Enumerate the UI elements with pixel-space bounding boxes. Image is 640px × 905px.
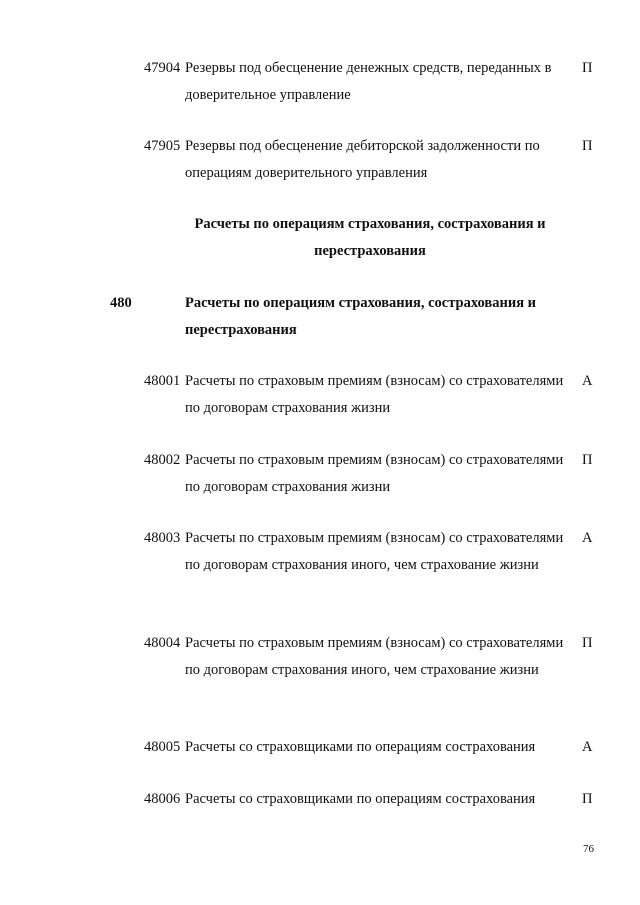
account-code: 48004 bbox=[144, 635, 181, 651]
account-code: 47905 bbox=[144, 138, 181, 154]
account-code: 48002 bbox=[144, 452, 181, 468]
account-code: 48001 bbox=[144, 373, 181, 389]
account-code: 48006 bbox=[144, 791, 181, 807]
account-description: Расчеты со страховщиками по операциям сострахования bbox=[185, 791, 536, 807]
account-description: Резервы под обесценение дебиторской задолженности по операциям доверительного управления bbox=[185, 138, 540, 181]
account-code: 48005 bbox=[144, 739, 181, 755]
account-type: П bbox=[582, 452, 593, 468]
account-type: А bbox=[582, 373, 593, 389]
account-description: Расчеты по страховым премиям (взносам) со страхователями по договорам страхования иного, чем страхование жизни bbox=[185, 530, 564, 573]
account-description: Расчеты по страховым премиям (взносам) со страхователями по договорам страхования иного, чем страхование жизни bbox=[185, 635, 564, 678]
account-type: П bbox=[582, 791, 593, 807]
account-type: П bbox=[582, 635, 593, 651]
account-description: Резервы под обесценение денежных средств, переданных в доверительное управление bbox=[185, 60, 552, 103]
page-number: 76 bbox=[583, 843, 594, 855]
account-type: А bbox=[582, 530, 593, 546]
account-type: П bbox=[582, 60, 593, 76]
group-code: 480 bbox=[110, 295, 132, 311]
account-type: П bbox=[582, 138, 593, 154]
account-type: А bbox=[582, 739, 593, 755]
account-code: 48003 bbox=[144, 530, 181, 546]
account-description: Расчеты по страховым премиям (взносам) со страхователями по договорам страхования жизни bbox=[185, 373, 564, 416]
section-heading: Расчеты по операциям страхования, сострахования и перестрахования bbox=[194, 216, 546, 259]
group-title: Расчеты по операциям страхования, сострахования и перестрахования bbox=[185, 295, 537, 338]
account-description: Расчеты по страховым премиям (взносам) со страхователями по договорам страхования жизни bbox=[185, 452, 564, 495]
account-description: Расчеты со страховщиками по операциям сострахования bbox=[185, 739, 536, 755]
account-code: 47904 bbox=[144, 60, 181, 76]
